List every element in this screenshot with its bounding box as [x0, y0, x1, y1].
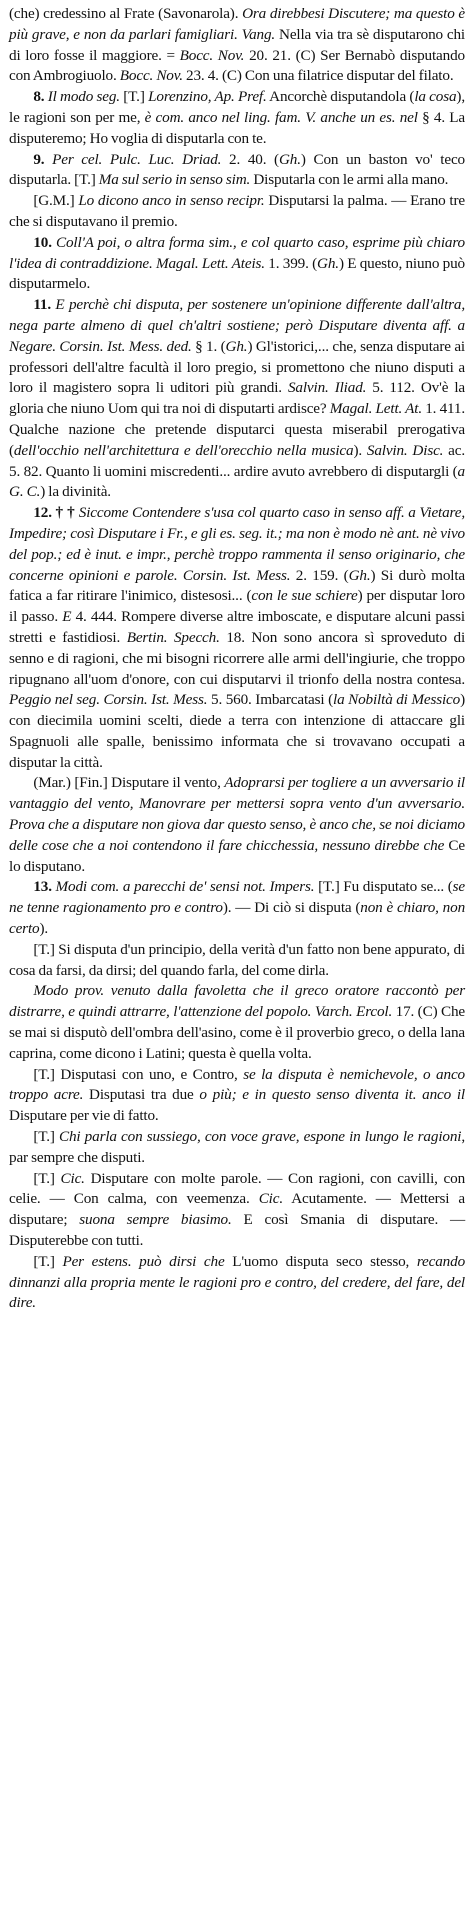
entry-paragraph: [9, 87, 465, 149]
text-segment: [G.M.]: [33, 192, 79, 210]
sense-number: 12. † †: [33, 504, 79, 522]
text-segment: Peggio nel seg. Corsin. Ist. Mess.: [9, 691, 208, 709]
entry-paragraph: [9, 1252, 465, 1314]
text-segment: Disputarla con le armi alla mano.: [250, 171, 449, 189]
text-segment: 4. 444. Rompere diverse altre imboscate, e disputare alcuni passi stretti e fastidiosi.: [9, 608, 465, 646]
text-segment: Gh.: [348, 566, 371, 584]
text-segment: [T.] Fu disputato se... (: [314, 878, 453, 896]
entry-paragraph: [9, 1065, 465, 1127]
text-segment: ).: [353, 441, 367, 459]
text-segment: § 4. La disputeremo; Ho voglia di disputarla con te.: [9, 108, 465, 147]
text-segment: Gh.: [278, 150, 301, 168]
text-segment: Bocc. Nov.: [119, 67, 183, 85]
text-segment: Siccome Contendere s'usa col quarto caso in senso aff. a Vietare, Impedire; così Disputare i Fr., e gli es. seg. it.; ma non è modo nè ant. nè vivo del pop.; ed è inut. e impr., perchè troppo rammenta il senso originario, che concerne opinioni e parole. Corsin. Ist. Mess.: [9, 504, 465, 584]
text-segment: Nella via tra sè disputarono chi di loro fosse il maggiore. =: [9, 25, 465, 64]
text-segment: Disputare con molte parole. — Con ragioni, con cavilli, con celie. — Con calma, con veemenza.: [9, 1169, 466, 1208]
entry-paragraph: [9, 503, 465, 773]
text-segment: Cic.: [258, 1190, 283, 1208]
text-segment: non è chiaro, non certo: [9, 899, 466, 938]
text-segment: a G. C.: [9, 462, 465, 501]
text-segment: (che) credessino al Frate (Savonarola).: [9, 5, 243, 22]
text-segment: Coll'A poi, o altra forma sim., e col quarto caso, esprime più chiaro l'idea di contraddizione. Magal. Lett. Ateis.: [9, 233, 465, 272]
text-segment: la Nobiltà di Messico: [333, 691, 461, 709]
text-segment: Ce lo disputano.: [9, 836, 466, 875]
entry-paragraph: [9, 233, 465, 295]
text-segment: 20. 21. (C) Ser Bernabò disputando con Ambrogiuolo.: [9, 46, 465, 85]
text-segment: 2. 159. (: [290, 566, 349, 584]
text-segment: E perchè chi disputa, per sostenere un'opinione differente dall'altra, nega parte almeno di quel ch'altri sostiene; però Disputare diventa aff. a Negare. Corsin. Ist. Mess. ded.: [9, 296, 465, 355]
text-segment: Bertin. Specch.: [126, 628, 220, 646]
text-segment: ) Gl'istorici,... che, senza disputare ai professori dell'altre facultà il loro pregio, si promettono che niuno disputi a loro il magistero sopra li uditori più grandi.: [9, 337, 465, 397]
text-segment: 1. 399. (: [264, 254, 318, 272]
text-segment: Lorenzino, Ap. Pref.: [148, 88, 267, 106]
text-segment: [T.] Si disputa d'un principio, della verità d'un fatto non bene appurato, di cosa da farsi, da dirsi; del quando farla, del come dirla.: [9, 940, 465, 979]
text-segment: [T.]: [33, 1252, 63, 1270]
text-segment: Gh.: [317, 254, 339, 272]
text-segment: con le sue schiere: [251, 587, 358, 605]
text-segment: Acutamente. — Mettersi a disputare;: [9, 1190, 465, 1229]
text-segment: ac. 5. 82. Quanto li uomini miscredenti... ardire avuto avrebbero di disputargli (: [9, 441, 466, 480]
text-segment: ). — Di ciò si disputa (: [222, 899, 361, 917]
text-segment: 17. (C) Che se mai si disputò dell'ombra dell'asino, come è il proverbio greco, o della lana caprina, come dicono i Latini; questa è quella volta.: [9, 1003, 465, 1062]
text-segment: 5. 112. Ov'è la gloria che niuno Uom qui tra noi di disputarti ardisce?: [9, 379, 465, 418]
text-segment: Disputarsi la palma. — Erano tre che si disputavano il premio.: [9, 192, 465, 230]
text-segment: Disputasi tra due: [83, 1086, 200, 1104]
entry-paragraph: [9, 1127, 465, 1169]
text-segment: è com. anco nel ling. fam. V. anche un es. nel: [144, 108, 418, 126]
text-segment: Adoprarsi per togliere a un avversario il vantaggio del vento, Manovrare per mettersi sopra vento d'un avversario. Prova che a disputare non giova dar questo senso, è anco che, se noi diciamo delle cose che a noi contendono il fare chicchessia, nessuno direbbe che: [9, 774, 465, 854]
text-segment: Chi parla con sussiego, con voce grave, espone in lungo le ragioni: [58, 1128, 462, 1146]
sense-number: 9.: [33, 150, 53, 168]
text-segment: ) per disputar loro il passo.: [9, 587, 465, 626]
entry-paragraph: [9, 150, 465, 192]
text-segment: ) E questo, niuno può disputarmelo.: [9, 254, 466, 293]
text-segment: (Mar.) [Fin.] Disputare il vento,: [33, 774, 225, 792]
entry-paragraph: [9, 1169, 465, 1252]
entry-paragraph: [9, 191, 465, 233]
text-segment: 1. 411. Qualche nazione che pretende disputarci questa miserabil prerogativa (: [9, 400, 465, 459]
text-segment: Disputare per vie di fatto.: [9, 1107, 159, 1125]
entry-paragraph: [9, 773, 465, 877]
sense-number: 8.: [33, 88, 48, 106]
entry-paragraph: [9, 4, 465, 87]
text-segment: Magal. Lett. At.: [329, 400, 422, 418]
text-segment: recando dinnanzi alla propria mente le ragioni pro e contro, del credere, del fare, del dire.: [9, 1252, 466, 1312]
text-segment: ) Con un baston vo' teco disputarla. [T.]: [9, 150, 465, 189]
text-segment: Lo dicono anco in senso recipr.: [78, 192, 265, 210]
entry-paragraph: [9, 877, 465, 939]
text-segment: Salvin. Iliad.: [287, 379, 367, 397]
sense-number: 11.: [33, 296, 56, 314]
text-segment: 5. 560. Imbarcatasi (: [207, 691, 333, 709]
text-segment: Ora direbbesi Discutere; ma questo è più grave, e non da parlari famigliari. Vang.: [9, 5, 465, 43]
entry-paragraph: [9, 981, 465, 1064]
sense-number: 10.: [33, 233, 56, 251]
text-segment: Per cel. Pulc. Luc. Driad.: [52, 150, 222, 168]
text-segment: Ancorchè disputandola (: [266, 88, 415, 106]
text-segment: E: [62, 608, 72, 626]
text-segment: se ne tenne ragionamento pro e contro: [9, 878, 465, 917]
text-segment: 18. Non sono ancora sì sproveduto di senno e di ragioni, che mi bisogni ricorrere alle armi dell'ingiurie, che troppo ripugnano all'uom d'onore, con cui disputarvi il trionfo della nostra contesa.: [9, 628, 466, 688]
text-segment: ) Si durò molta fatica a far ritirare l'inimico, distesosi... (: [9, 566, 466, 605]
text-segment: o più; e in questo senso diventa it. anco il: [199, 1086, 465, 1104]
text-segment: Salvin. Disc.: [366, 441, 444, 459]
dictionary-entry-text: [9, 4, 465, 1314]
text-segment: [T.]: [33, 1169, 61, 1187]
text-segment: Per estens. può dirsi che: [62, 1252, 225, 1270]
text-segment: § 1. (: [191, 337, 226, 355]
text-segment: Ma sul serio in senso sim.: [98, 171, 251, 189]
text-segment: ), le ragioni son per me,: [9, 88, 465, 126]
text-segment: L'uomo disputa seco stesso,: [224, 1252, 417, 1270]
text-segment: ) con diecimila uomini scelti, diede a terra con intenzione di attaccare gli Spagnuoli alle spalle, benissimo informata che si trovavano occupati a disputar la città.: [9, 691, 465, 771]
text-segment: ).: [39, 920, 49, 938]
text-segment: E così Smania di disputare. — Disputerebbe con tutti.: [9, 1211, 465, 1250]
text-segment: 23. 4. (C) Con una filatrice disputar del filato.: [182, 67, 454, 85]
sense-number: 13.: [33, 878, 56, 896]
text-segment: Modo prov. venuto dalla favoletta che il greco oratore raccontò per distrarre, e quindi attrarre, l'attenzione del popolo. Varch. Ercol.: [9, 982, 465, 1021]
text-segment: Modi com. a parecchi de' sensi not. Impers.: [55, 878, 315, 896]
text-segment: Il modo seg.: [47, 88, 120, 106]
text-segment: [T.]: [33, 1128, 59, 1146]
text-segment: [T.] Disputasi con uno, e Contro,: [33, 1065, 244, 1083]
entry-paragraph: [9, 940, 465, 982]
text-segment: la cosa: [414, 88, 457, 106]
text-segment: 2. 40. (: [221, 150, 279, 168]
text-segment: , par sempre che disputi.: [9, 1128, 466, 1166]
text-segment: Gh.: [225, 337, 248, 355]
text-segment: ) la divinità.: [40, 483, 111, 501]
text-segment: [T.]: [119, 88, 149, 106]
text-segment: Cic.: [60, 1169, 85, 1187]
entry-paragraph: [9, 295, 465, 503]
text-segment: se la disputa è nemichevole, o anco troppo acre.: [9, 1065, 465, 1104]
text-segment: Bocc. Nov.: [179, 46, 245, 64]
text-segment: dell'occhio nell'architettura e dell'orecchio nella musica: [13, 441, 354, 459]
text-segment: suona sempre biasimo.: [79, 1211, 232, 1229]
